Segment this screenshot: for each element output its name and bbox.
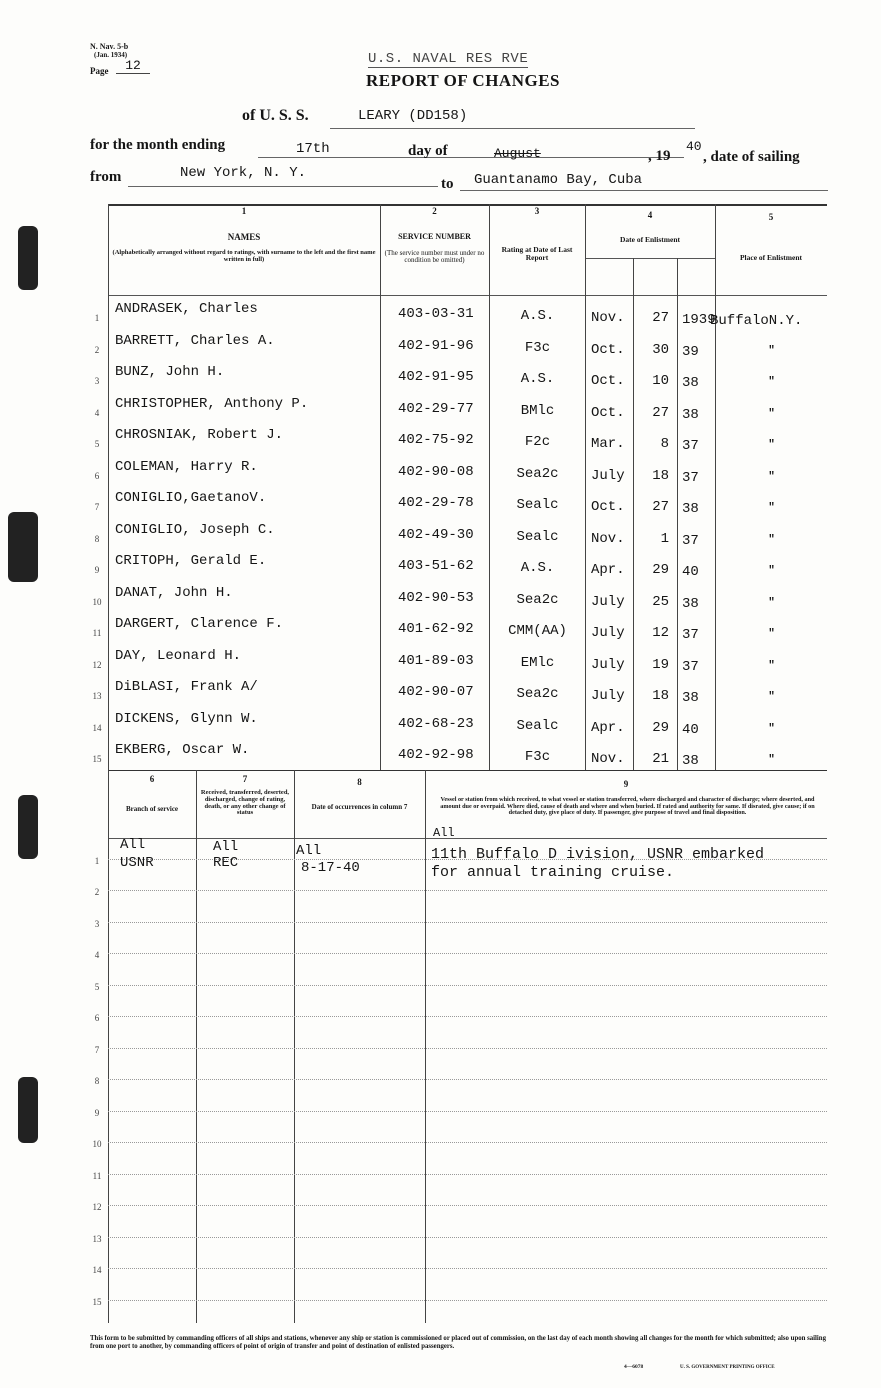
row-name: BARRETT, Charles A. bbox=[115, 332, 275, 349]
row-enlist-place: " bbox=[768, 722, 775, 735]
entry-date-line2: 8-17-40 bbox=[301, 860, 360, 876]
entry-remark-line1: 11th Buffalo D ivision, USNR embarked bbox=[431, 846, 765, 863]
month-ending-label: for the month ending bbox=[90, 137, 226, 153]
col-line-day bbox=[677, 258, 678, 770]
row-enlist-year: 37 bbox=[682, 469, 699, 486]
row-number: 3 bbox=[94, 376, 100, 386]
day-of-label: day of bbox=[408, 143, 448, 159]
from-label: from bbox=[90, 169, 122, 185]
row-enlist-month: Oct. bbox=[591, 373, 625, 389]
row-rating: CMM(AA) bbox=[508, 623, 567, 639]
bottom-row-rule bbox=[108, 1142, 827, 1143]
row-enlist-year: 40 bbox=[682, 721, 699, 738]
bottom-row-rule bbox=[108, 890, 827, 891]
row-enlist-year: 37 bbox=[682, 438, 699, 454]
row-enlist-place: BuffaloN.Y. bbox=[710, 313, 803, 329]
row-rating: F3c bbox=[524, 749, 551, 765]
bottom-row-number: 13 bbox=[92, 1233, 102, 1244]
row-enlist-month: Apr. bbox=[591, 562, 625, 578]
agency-line: U.S. NAVAL RES RVE bbox=[368, 51, 529, 67]
year-value: 40 bbox=[686, 139, 702, 154]
row-number: 11 bbox=[92, 628, 102, 638]
row-enlist-day: 12 bbox=[652, 625, 669, 641]
col7-number: 7 bbox=[242, 774, 248, 784]
row-enlist-day: 27 bbox=[652, 310, 669, 326]
col1-note: (Alphabetically arranged without regard to ratings, with surname to the left and the first name written in full) bbox=[112, 249, 376, 263]
row-number: 12 bbox=[92, 659, 102, 670]
row-service-number: 402-29-77 bbox=[398, 400, 474, 417]
bottom-table-border-top bbox=[108, 770, 827, 771]
to-underline bbox=[460, 190, 828, 191]
col8-number: 8 bbox=[357, 777, 362, 787]
row-enlist-year: 40 bbox=[682, 564, 699, 580]
row-number: 10 bbox=[92, 596, 102, 607]
footer-form-code: 4—6078 bbox=[624, 1364, 644, 1370]
row-rating: Sea2c bbox=[516, 591, 559, 608]
row-rating: Sealc bbox=[516, 717, 559, 734]
bottom-row-rule bbox=[108, 1205, 827, 1206]
row-number: 14 bbox=[92, 722, 102, 733]
row-enlist-place: " bbox=[768, 565, 775, 577]
row-service-number: 402-90-07 bbox=[398, 684, 474, 700]
binder-hole-upper-middle bbox=[8, 512, 38, 582]
row-enlist-day: 25 bbox=[652, 593, 669, 610]
row-enlist-place: " bbox=[768, 376, 775, 388]
month-ending-day: 17th bbox=[296, 141, 330, 157]
row-enlist-day: 29 bbox=[652, 562, 669, 578]
row-number: 5 bbox=[94, 439, 100, 449]
row-enlist-place: " bbox=[768, 754, 775, 766]
row-service-number: 402-91-95 bbox=[398, 369, 474, 385]
col2-number: 2 bbox=[432, 206, 437, 216]
row-name: DAY, Leonard H. bbox=[115, 647, 242, 664]
row-service-number: 402-90-53 bbox=[398, 589, 474, 606]
ship-label: of U. S. S. bbox=[242, 107, 309, 124]
row-name: BUNZ, John H. bbox=[115, 364, 225, 380]
col-line-rating bbox=[585, 204, 586, 770]
form-revision: (Jan. 1934) bbox=[94, 51, 128, 59]
footer-printer: U. S. GOVERNMENT PRINTING OFFICE bbox=[680, 1365, 775, 1370]
col-line-year bbox=[715, 204, 716, 770]
row-enlist-place: " bbox=[768, 344, 775, 357]
row-enlist-day: 30 bbox=[652, 341, 669, 358]
row-enlist-month: July bbox=[591, 688, 625, 704]
col9-title: Vessel or station from which received, to what vessel or station transferred, where discharged and character of discharge; where deserted, and amount due or overpaid. Where died, cause of death and where and when buried. If rated and authority for same. If disrated, give cause; if on detached duty, give place of duty. If passenger, give purpose of travel and final disposition. bbox=[440, 796, 815, 816]
from-port: New York, N. Y. bbox=[180, 165, 307, 181]
bottom-row-number: 10 bbox=[92, 1139, 102, 1149]
col5-title: Place of Enlistment bbox=[739, 253, 803, 262]
report-title: REPORT OF CHANGES bbox=[366, 71, 560, 90]
row-rating: Sea2c bbox=[516, 465, 559, 482]
row-enlist-year: 38 bbox=[682, 753, 699, 769]
bottom-row-rule bbox=[108, 1300, 827, 1301]
row-enlist-month: Mar. bbox=[591, 436, 625, 452]
row-enlist-place: " bbox=[768, 659, 775, 672]
row-rating: A.S. bbox=[520, 371, 555, 387]
row-rating: EMlc bbox=[520, 654, 555, 671]
from-underline bbox=[128, 186, 438, 187]
row-name: EKBERG, Oscar W. bbox=[115, 742, 250, 758]
row-enlist-day: 8 bbox=[660, 436, 669, 452]
row-enlist-place: " bbox=[768, 596, 775, 609]
row-enlist-month: July bbox=[591, 625, 625, 641]
bottom-row-number: 15 bbox=[92, 1296, 102, 1307]
binder-hole-lower-middle bbox=[18, 795, 38, 859]
binder-hole-top bbox=[18, 226, 38, 290]
row-name: CONIGLIO,GaetanoV. bbox=[115, 490, 267, 506]
row-service-number: 402-68-23 bbox=[398, 715, 474, 732]
top-table-header-rule bbox=[108, 295, 827, 296]
col3-number: 3 bbox=[534, 206, 540, 216]
to-port: Guantanamo Bay, Cuba bbox=[474, 172, 643, 188]
bottom-row-number: 5 bbox=[94, 981, 100, 992]
bottom-row-number: 3 bbox=[94, 918, 100, 929]
row-enlist-year: 38 bbox=[682, 501, 699, 517]
row-enlist-place: " bbox=[768, 502, 775, 514]
row-enlist-place: " bbox=[768, 439, 775, 451]
bottom-row-number: 7 bbox=[94, 1044, 100, 1055]
bottom-row-rule bbox=[108, 1079, 827, 1080]
row-enlist-month: Nov. bbox=[591, 751, 625, 767]
row-name: DICKENS, Glynn W. bbox=[115, 710, 258, 727]
row-enlist-day: 21 bbox=[652, 751, 669, 767]
year-prefix: , 19 bbox=[648, 148, 671, 164]
row-name: CONIGLIO, Joseph C. bbox=[115, 521, 275, 538]
col2-note: (The service number must under no condition be omitted) bbox=[384, 249, 485, 265]
bottom-row-number: 12 bbox=[92, 1202, 102, 1212]
bottom-row-rule bbox=[108, 922, 827, 923]
row-name: DARGERT, Clarence F. bbox=[115, 616, 284, 632]
row-service-number: 402-90-08 bbox=[398, 463, 474, 480]
col4-number: 4 bbox=[647, 210, 653, 220]
row-name: DANAT, John H. bbox=[115, 584, 233, 601]
row-service-number: 402-75-92 bbox=[398, 432, 474, 448]
top-table-date-subrule bbox=[585, 258, 715, 259]
row-enlist-year: 38 bbox=[682, 375, 699, 391]
row-enlist-month: Oct. bbox=[591, 499, 625, 515]
row-number: 15 bbox=[92, 754, 102, 764]
col6-title: Branch of service bbox=[125, 805, 179, 813]
bottom-row-rule bbox=[108, 1048, 827, 1049]
row-enlist-day: 10 bbox=[652, 373, 669, 389]
row-name: CRITOPH, Gerald E. bbox=[115, 553, 267, 569]
entry-remark-line2: for annual training cruise. bbox=[431, 864, 675, 881]
top-table-border-top bbox=[108, 204, 827, 206]
row-service-number: 402-29-78 bbox=[398, 495, 474, 511]
row-enlist-place: " bbox=[768, 533, 775, 546]
row-number: 4 bbox=[94, 407, 100, 418]
col4-title: Date of Enlistment bbox=[620, 235, 680, 244]
row-enlist-place: " bbox=[768, 470, 775, 483]
row-rating: BMlc bbox=[520, 402, 555, 419]
row-rating: A.S. bbox=[520, 308, 555, 324]
row-enlist-year: 38 bbox=[682, 595, 699, 612]
col-line-names bbox=[380, 204, 381, 770]
month-ending-month: August bbox=[494, 146, 541, 161]
row-enlist-month: July bbox=[591, 593, 625, 610]
row-enlist-day: 27 bbox=[652, 404, 669, 421]
to-label: to bbox=[441, 176, 454, 192]
col5-number: 5 bbox=[768, 212, 774, 222]
row-enlist-day: 1 bbox=[660, 530, 669, 547]
bottom-row-rule bbox=[108, 953, 827, 954]
entry-remark-line0: All bbox=[433, 826, 455, 840]
ship-underline bbox=[330, 128, 695, 129]
bottom-row-number: 11 bbox=[92, 1170, 102, 1181]
row-service-number: 401-89-03 bbox=[398, 652, 474, 669]
row-enlist-year: 39 bbox=[682, 343, 699, 360]
row-enlist-day: 18 bbox=[652, 467, 669, 484]
row-name: DiBLASI, Frank A/ bbox=[115, 679, 258, 695]
col7-title: Received, transferred, deserted, discharged, change of rating, death, or any other change of status bbox=[200, 789, 290, 817]
row-enlist-year: 37 bbox=[682, 658, 699, 675]
binder-hole-bottom bbox=[18, 1077, 38, 1143]
row-enlist-year: 38 bbox=[682, 406, 699, 423]
row-rating: Sealc bbox=[516, 528, 559, 545]
row-rating: Sealc bbox=[516, 497, 559, 513]
col3-title: Rating at Date of Last Report bbox=[501, 245, 573, 262]
entry-status-line1: All bbox=[213, 839, 239, 855]
row-rating: Sea2c bbox=[516, 686, 559, 702]
row-enlist-place: " bbox=[768, 628, 775, 640]
entry-date-line1: All bbox=[296, 843, 322, 859]
bcol-line-branch bbox=[196, 770, 197, 1323]
bcol-line-left bbox=[108, 770, 109, 1323]
col1-number: 1 bbox=[241, 206, 247, 216]
row-enlist-month: Oct. bbox=[591, 404, 625, 421]
row-enlist-year: 37 bbox=[682, 532, 699, 549]
row-enlist-month: July bbox=[591, 656, 625, 673]
row-number: 7 bbox=[94, 502, 100, 512]
bottom-row-number: 6 bbox=[94, 1013, 100, 1023]
col8-title: Date of occurrences in column 7 bbox=[311, 803, 408, 811]
entry-branch-line2: USNR bbox=[120, 855, 154, 871]
bottom-row-number: 8 bbox=[94, 1076, 100, 1086]
bottom-row-number: 1 bbox=[94, 855, 100, 866]
date-of-sailing-label: , date of sailing bbox=[703, 149, 800, 165]
ship-name: LEARY (DD158) bbox=[358, 108, 468, 124]
bottom-row-rule bbox=[108, 1268, 827, 1269]
row-number: 6 bbox=[94, 470, 100, 481]
row-enlist-month: Nov. bbox=[591, 310, 625, 326]
form-code: N. Nav. 5-b bbox=[90, 42, 129, 51]
row-number: 9 bbox=[94, 565, 100, 575]
col1-title: NAMES bbox=[227, 232, 261, 242]
col-line-left bbox=[108, 204, 109, 770]
row-service-number: 403-03-31 bbox=[398, 306, 474, 322]
row-enlist-place: " bbox=[768, 407, 775, 420]
row-rating: A.S. bbox=[520, 560, 555, 576]
row-enlist-place: " bbox=[768, 691, 775, 703]
row-rating: F2c bbox=[524, 434, 551, 450]
row-number: 2 bbox=[94, 344, 100, 355]
page-label: Page bbox=[90, 66, 109, 76]
row-enlist-day: 19 bbox=[652, 656, 669, 673]
row-service-number: 402-91-96 bbox=[398, 337, 474, 354]
row-enlist-day: 18 bbox=[652, 688, 669, 704]
col2-title: SERVICE NUMBER bbox=[398, 232, 471, 241]
entry-status-line2: REC bbox=[213, 855, 239, 871]
row-number: 13 bbox=[92, 691, 102, 701]
row-name: ANDRASEK, Charles bbox=[115, 301, 258, 317]
bottom-row-rule bbox=[108, 1016, 827, 1017]
col6-number: 6 bbox=[149, 774, 155, 784]
bcol-line-date bbox=[425, 770, 426, 1323]
col9-number: 9 bbox=[623, 779, 629, 789]
row-enlist-year: 37 bbox=[682, 627, 699, 643]
row-enlist-day: 29 bbox=[652, 719, 669, 736]
bcol-line-status bbox=[294, 770, 295, 1323]
row-enlist-year: 1939 bbox=[682, 312, 716, 328]
row-service-number: 402-92-98 bbox=[398, 747, 474, 763]
row-enlist-month: Nov. bbox=[591, 530, 625, 547]
row-enlist-month: Oct. bbox=[591, 341, 625, 358]
row-service-number: 401-62-92 bbox=[398, 621, 474, 637]
row-service-number: 403-51-62 bbox=[398, 558, 474, 574]
row-number: 8 bbox=[94, 533, 100, 544]
month-ending-underline bbox=[258, 157, 684, 158]
bottom-row-number: 4 bbox=[94, 950, 100, 960]
page-number: 12 bbox=[116, 58, 150, 74]
bottom-row-number: 9 bbox=[94, 1107, 100, 1118]
row-enlist-year: 38 bbox=[682, 690, 699, 706]
bottom-row-rule bbox=[108, 985, 827, 986]
row-number: 1 bbox=[94, 313, 100, 323]
row-enlist-day: 27 bbox=[652, 499, 669, 515]
bottom-row-rule bbox=[108, 1237, 827, 1238]
row-name: CHRISTOPHER, Anthony P. bbox=[115, 395, 309, 412]
footer-instructions: This form to be submitted by commanding officers of all ships and stations, whenever any ship or station is commissioned or placed out of commission, on the last day of each month showing all changes for the month for which submitted; also upon sailing from one port to another, by commanding officers of point of origin of transfer and point of destination of enlisted passengers. bbox=[90, 1335, 826, 1350]
bottom-row-number: 2 bbox=[94, 887, 100, 897]
bottom-row-rule bbox=[108, 1174, 827, 1175]
entry-branch-line1: All bbox=[120, 837, 146, 853]
row-rating: F3c bbox=[524, 339, 551, 356]
row-service-number: 402-49-30 bbox=[398, 526, 474, 543]
row-enlist-month: Apr. bbox=[591, 719, 625, 736]
bottom-row-rule bbox=[108, 1111, 827, 1112]
row-name: COLEMAN, Harry R. bbox=[115, 458, 258, 475]
row-enlist-month: July bbox=[591, 467, 625, 484]
row-name: CHROSNIAK, Robert J. bbox=[115, 427, 284, 443]
bottom-row-number: 14 bbox=[92, 1265, 102, 1275]
